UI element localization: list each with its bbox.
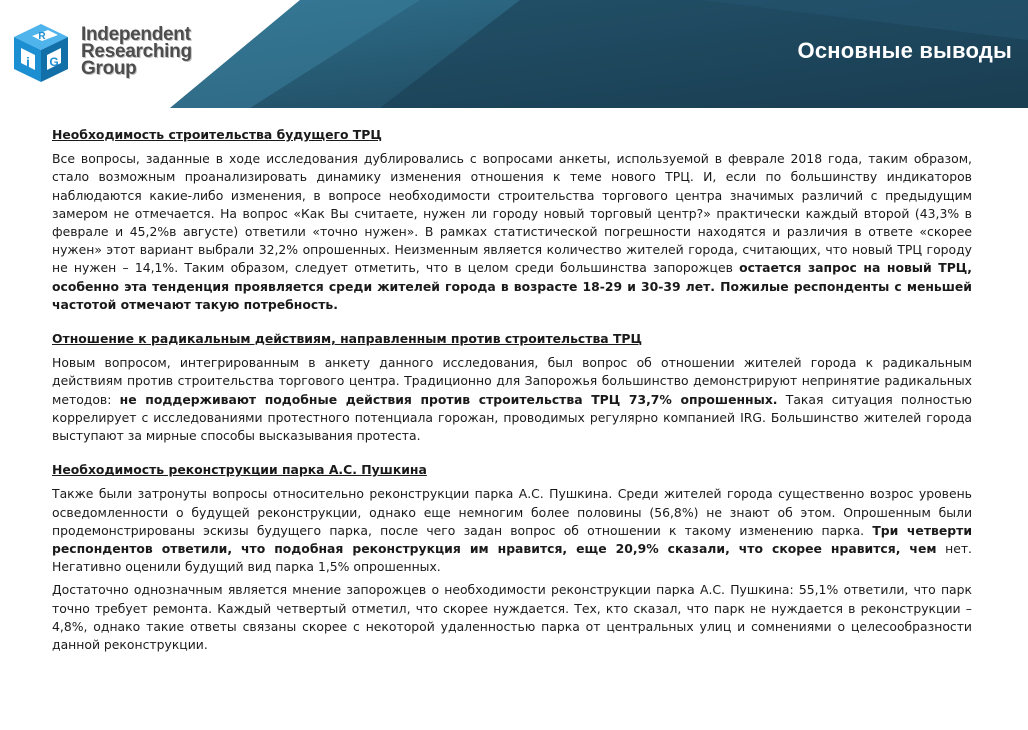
paragraph-tail-text: нет. Негативно оценили будущий вид парка 1,5% опрошенных. [52,541,972,575]
paragraph-tail-text: Такая ситуация полностью коррелирует с исследованиями протестного потенциала горожан, проводимых регулярно компанией IRG. Большинство жителей города выступают за мирные способы высказывания протеста. [52,391,972,444]
paragraph-bold-text: остается запрос на новый ТРЦ, особенно эта тенденция проявляется среди жителей города в возрасте 18-29 и 30-39 лет. Пожилые респонденты с меньшей частотой отмечают такую потребность. [52,260,972,312]
logo-text-line-2: Researching [81,41,192,62]
logo-letter-r: R [38,31,46,42]
section-radical-actions [52,330,972,445]
irg-logo [10,22,200,86]
logo-text [81,26,192,77]
paragraph-text: Все вопросы, заданные в ходе исследования дублировались с вопросами анкеты, используемой в феврале 2018 года, таким образом, стало возможным проанализировать динамику изменения отношения к теме нового ТРЦ. И, если по большинству индикаторов наблюдаются какие-либо изменения, в вопросе необходимости строительства торгового центра значимых различий с предыдущим замером не отмечается. На вопрос «Как Вы считаете, нужен ли городу новый торговый центр?» практически каждый второй (43,3% в феврале и 45,2%в августе) ответили «точно нужен». В рамках статистической погрешности находятся и различия в ответе «скорее нужен» этот вариант выбрали 32,2% опрошенных. Неизменным является количество жителей города, считающих, что новый ТРЦ городу не нужен – 14,1%. Таким образом, следует отметить, что в целом среди большинства запорожцев [52,151,972,276]
logo-letter-i: i [26,54,30,70]
paragraph-bold-text: Три четверти респондентов ответили, что подобная реконструкция им нравится, еще 20,9% сказали, что скорее нравится, чем [52,522,972,557]
paragraph-bold-text: не поддерживают подобные действия против строительства ТРЦ 73,7% опрошенных. [119,391,778,407]
paragraph [52,581,972,654]
section-heading: Необходимость строительства будущего ТРЦ [52,127,382,142]
section-heading: Отношение к радикальным действиям, направленным против строительства ТРЦ [52,331,643,347]
logo-text-line-1: Independent [81,24,191,45]
paragraph-text: Новым вопросом, интегрированным в анкету данного исследования, был вопрос об отношении жителей города к радикальным действиям против строительства торгового центра. Традиционно для Запорожья большинство демонстрируют непринятие радикальных методов: [52,355,972,407]
logo-letter-g: G [49,55,59,69]
logo-cube-icon [10,22,72,84]
paragraph [52,485,972,576]
section-park-reconstruction [52,461,972,654]
section-trc-necessity [52,126,972,314]
logo-text-line-3: Group [81,58,137,79]
section-heading: Необходимость реконструкции парка А.С. Пушкина [52,462,427,478]
header-banner [0,0,1028,108]
main-content [52,126,972,670]
paragraph-text: Достаточно однозначным является мнение запорожцев о необходимости реконструкции парка А.С. Пушкина: 55,1% ответили, что парк точно требует ремонта. Каждый четвертый отметил, что скорее нуждается. Тех, кто сказал, что парк не нуждается в реконструкции – 4,8%, однако такие ответы связаны скорее с некоторой удаленностью парка от центральных улиц и сомнениями о целесообразности данной реконструкции. [52,582,972,653]
paragraph [52,354,972,445]
paragraph-text: Также были затронуты вопросы относительно реконструкции парка А.С. Пушкина. Среди жителей города существенно возрос уровень осведомленности о будущей реконструкции, однако еще немногим более половины (56,8%) не знают об этом. Опрошенным были продемонстрированы эскизы будущего парка, после чего задан вопрос об отношении к такому изменению парка. [52,486,972,538]
paragraph [52,150,972,314]
page-title: Основные выводы [797,38,1012,63]
